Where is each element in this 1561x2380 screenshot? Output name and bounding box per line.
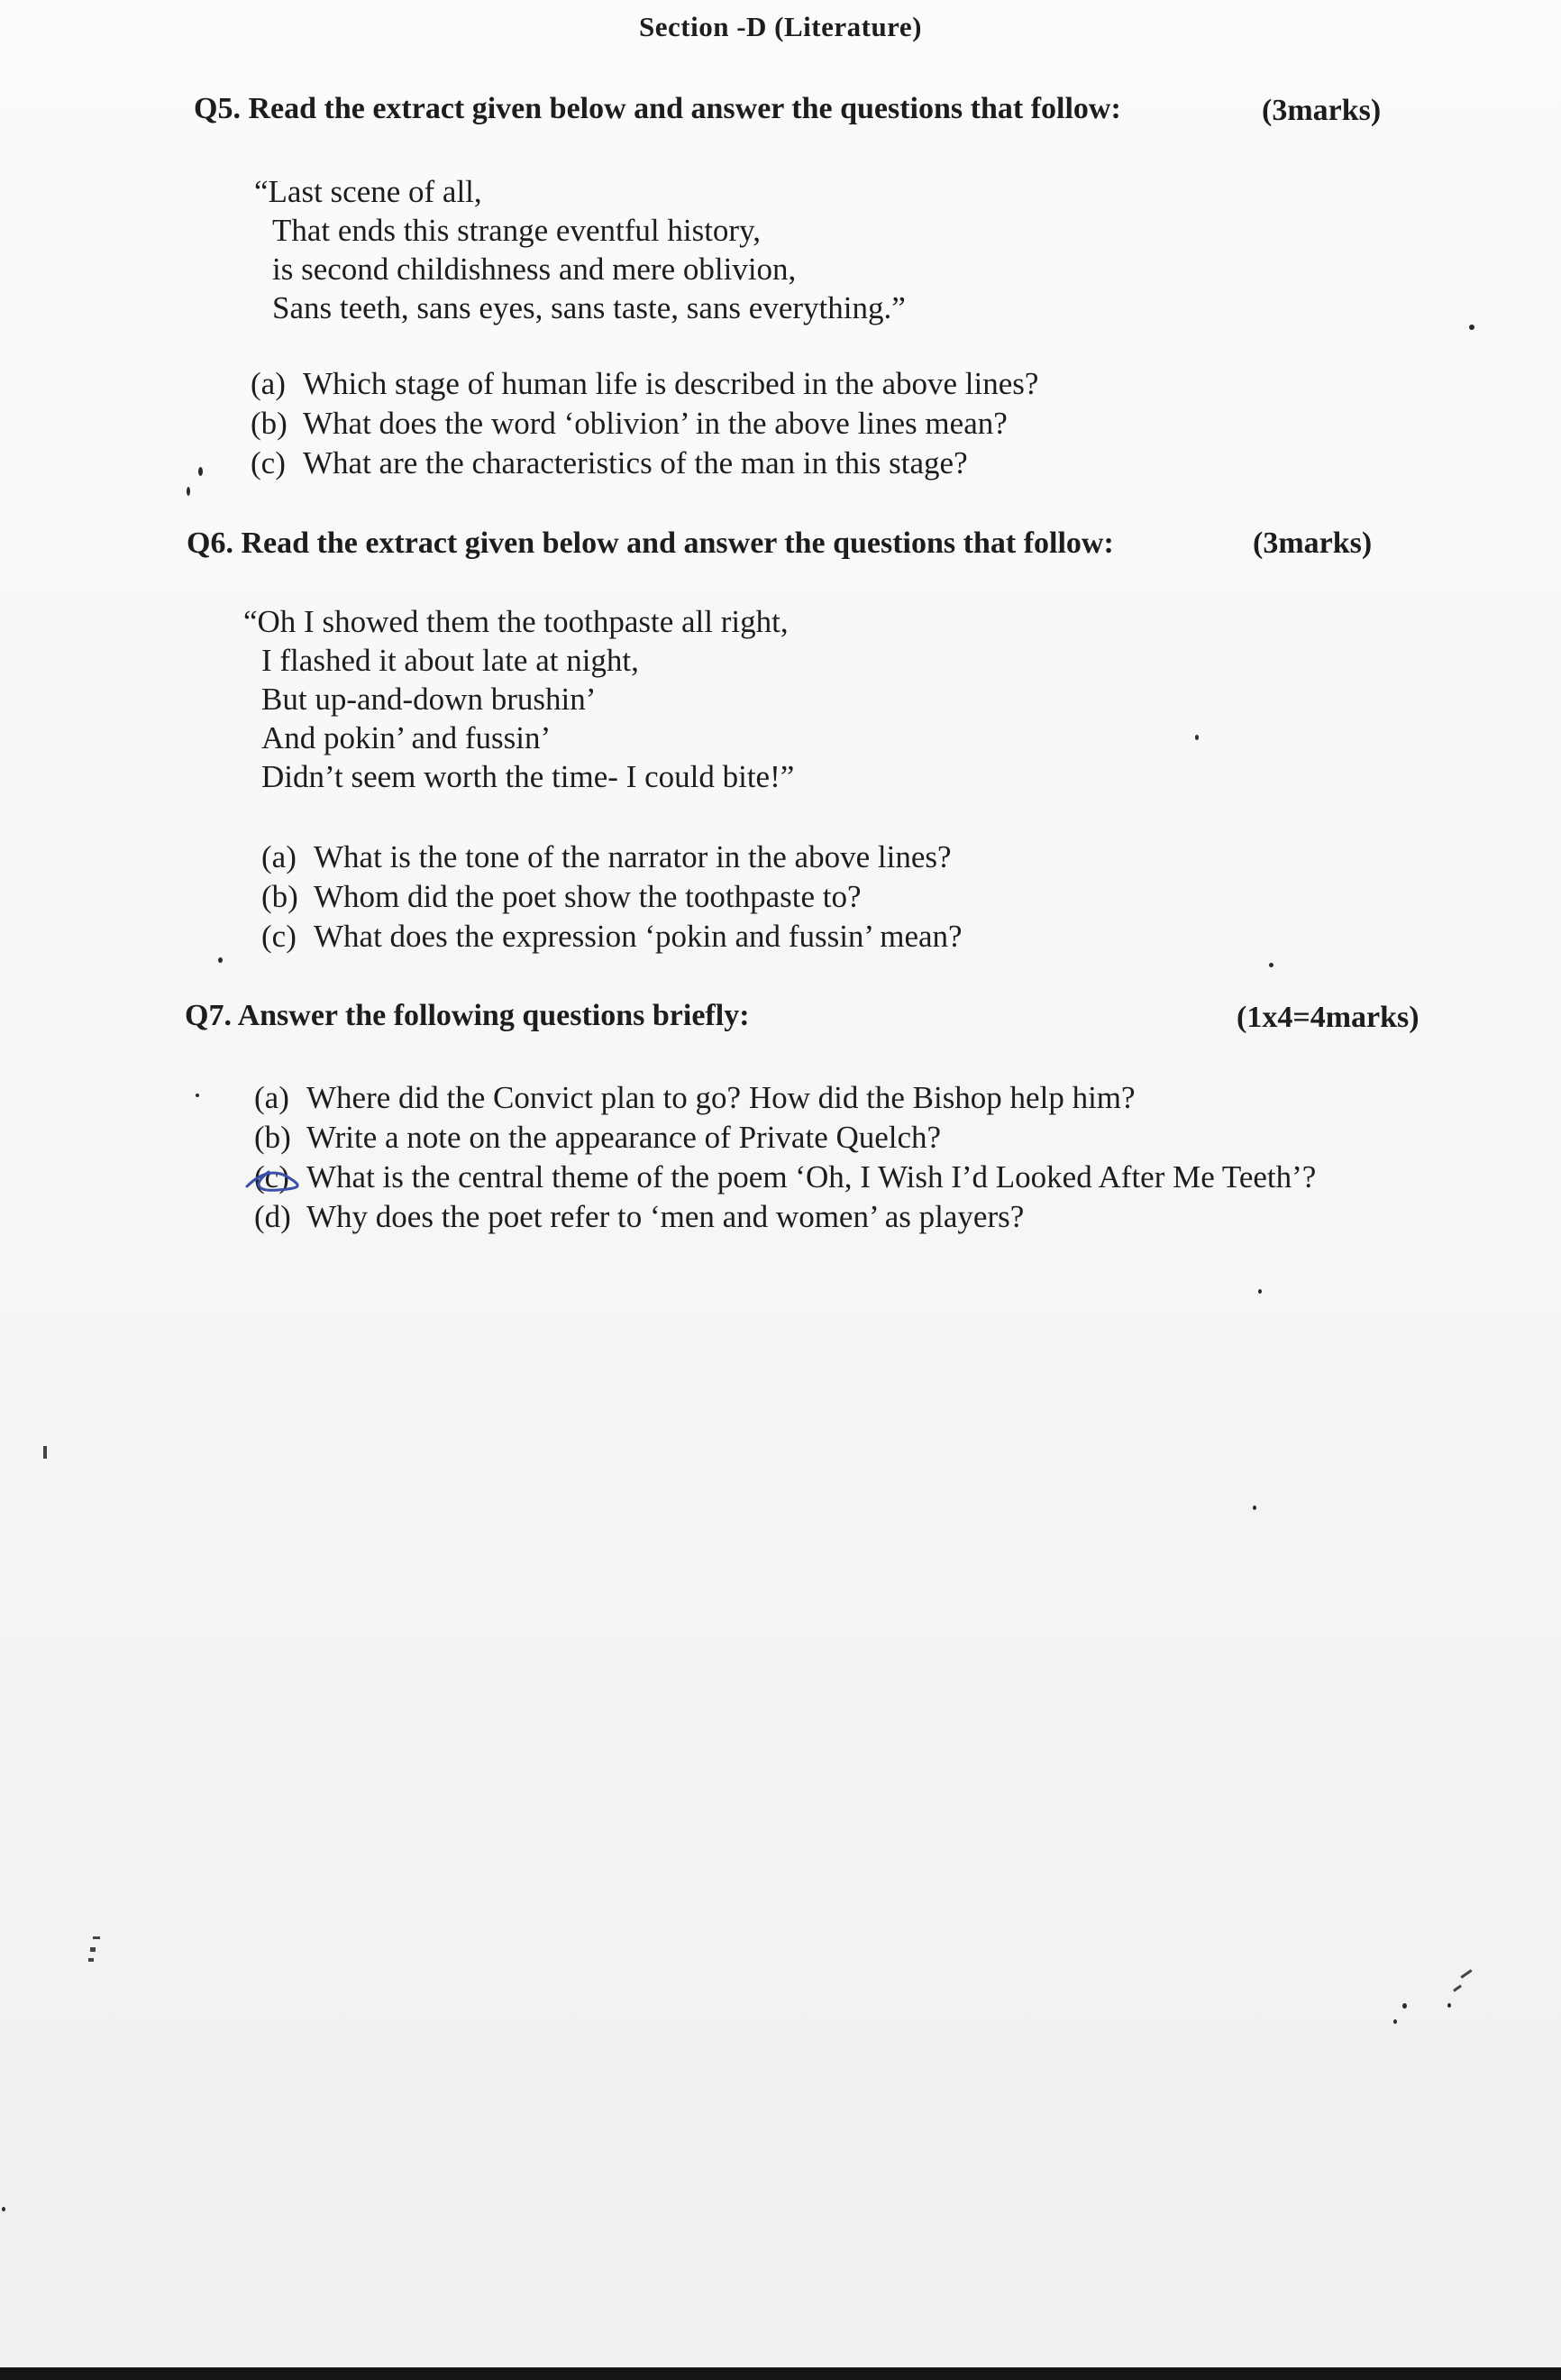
q6-extract <box>243 602 794 796</box>
q5-heading: Q5. Read the extract given below and answer the questions that follow: <box>194 92 1121 125</box>
q5-extract-line: is second childishness and mere oblivion, <box>272 252 797 287</box>
scan-speck <box>1469 325 1474 330</box>
q6-questions <box>261 838 963 957</box>
scan-speck <box>90 1947 96 1952</box>
q6-extract-line: Didn’t seem worth the time- I could bite!” <box>261 759 795 794</box>
q6-heading: Q6. Read the extract given below and answer the questions that follow: <box>187 526 1114 560</box>
q7-heading: Q7. Answer the following questions briefly: <box>185 999 750 1032</box>
scan-edge-shadow <box>0 2367 1561 2380</box>
q5-questions <box>251 364 1038 483</box>
q6-extract-line: I flashed it about late at night, <box>261 643 639 678</box>
scan-speck <box>1460 1969 1472 1978</box>
q5-marks: (3marks) <box>1262 94 1382 127</box>
q7-question-a: (a) Where did the Convict plan to go? How did the Bishop help him? <box>254 1080 1136 1115</box>
q6-question-c: (c) What does the expression ‘pokin and fussin’ mean? <box>261 919 963 954</box>
q5-question-b: (b) What does the word ‘oblivion’ in the above lines mean? <box>251 406 1008 441</box>
q5-extract <box>254 172 906 327</box>
scan-speck <box>1447 2003 1451 2008</box>
q6-extract-line: And pokin’ and fussin’ <box>261 720 552 755</box>
scan-speck <box>196 1094 199 1097</box>
q7-question-b: (b) Write a note on the appearance of Private Quelch? <box>254 1120 942 1155</box>
scan-speck <box>187 487 190 496</box>
q5-extract-line: That ends this strange eventful history, <box>272 213 762 248</box>
q5-question-a: (a) Which stage of human life is described in the above lines? <box>251 366 1039 401</box>
scan-speck <box>1195 735 1199 740</box>
scan-speck <box>93 1936 100 1939</box>
scan-speck <box>1402 2003 1407 2009</box>
q6-extract-line: “Oh I showed them the toothpaste all right, <box>243 604 789 639</box>
section-title: Section -D (Literature) <box>639 11 922 42</box>
scan-speck <box>1258 1289 1262 1294</box>
scan-speck <box>1253 1506 1256 1510</box>
q5-extract-line: “Last scene of all, <box>254 174 482 209</box>
scan-speck <box>1393 2019 1397 2024</box>
scan-speck <box>198 467 203 476</box>
q7-question-c: (c) What is the central theme of the poem ‘Oh, I Wish I’d Looked After Me Teeth’? <box>254 1159 1317 1195</box>
scan-speck <box>1453 1984 1462 1991</box>
q5-extract-line: Sans teeth, sans eyes, sans taste, sans everything.” <box>272 290 906 325</box>
q5-question-c: (c) What are the characteristics of the man in this stage? <box>251 445 968 481</box>
q6-marks: (3marks) <box>1253 526 1373 560</box>
scan-speck <box>218 957 223 963</box>
scan-speck <box>2 2207 5 2211</box>
scan-speck <box>88 1958 94 1962</box>
scan-speck <box>1269 963 1273 967</box>
q7-marks: (1x4=4marks) <box>1237 1001 1420 1034</box>
q6-extract-line: But up-and-down brushin’ <box>261 682 597 717</box>
scan-speck <box>43 1446 47 1459</box>
q6-question-b: (b) Whom did the poet show the toothpaste to? <box>261 879 862 914</box>
q7-questions <box>254 1078 1316 1237</box>
pen-scribble-mark <box>242 1156 314 1199</box>
q6-question-a: (a) What is the tone of the narrator in the above lines? <box>261 839 952 874</box>
q7-question-d: (d) Why does the poet refer to ‘men and women’ as players? <box>254 1199 1025 1234</box>
